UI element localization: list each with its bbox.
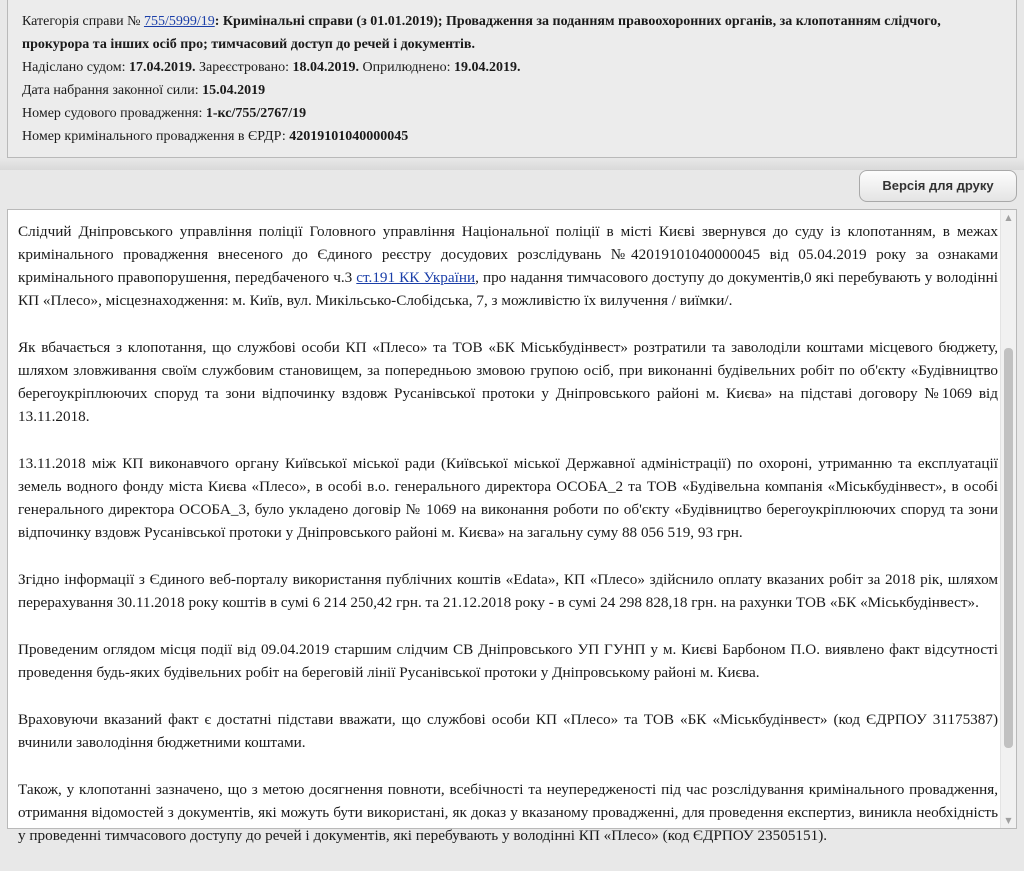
paragraph-3: 13.11.2018 між КП виконавчого органу Київської міської ради (Київської міської Державної адміністрації) по охороні, утриманню та експлуатації земель водного фонду міста Києва «Плесо», в особі в.о. генерального директора ОСОБА_2 та ТОВ «Будівельна компанія «Міськбудінвест», в особі генерального директора ОСОБА_3, було укладено договір № 1069 на виконання роботи по об'єкту «Будівництво берегоукріплюючих споруд та зони відпочинку вздовж Русанівської протоки у Дніпровського районі м. Києва» на загальну суму 88 056 519, 93 грн.: [18, 455, 998, 541]
scrollbar-thumb[interactable]: [1004, 348, 1013, 748]
divider-strip: [0, 158, 1024, 170]
published-date: 19.04.2019.: [454, 60, 521, 75]
vertical-scrollbar[interactable]: [1000, 210, 1016, 828]
registered-date: 18.04.2019.: [292, 60, 359, 75]
print-version-button[interactable]: Версія для друку: [859, 170, 1017, 202]
proceeding-label: Номер судового провадження:: [22, 106, 203, 121]
case-category-line-2: [22, 33, 1004, 56]
case-info-panel: [7, 0, 1017, 158]
paragraph-4: Згідно інформації з Єдиного веб-порталу використання публічних коштів «Edata», КП «Плесо» здійснило оплату вказаних робіт за 2018 рік, шляхом перерахування 30.11.2018 року коштів в сумі 6 214 250,42 грн. та 21.12.2018 року - в сумі 24 298 828,18 грн. на рахунки ТОВ «БК «Міськбудінвест».: [18, 571, 998, 611]
article-191-link[interactable]: ст.191 КК України: [356, 269, 476, 286]
paragraph-5: Проведеним оглядом місця події від 09.04.2019 старшим слідчим СВ Дніпровського УП ГУНП у м. Києві Барбоном П.О. виявлено факт відсутності проведення будь-яких будівельних робіт на береговій лінії Русанівської протоки у Дніпровському районі м. Києва.: [18, 641, 998, 681]
paragraph-1: [18, 220, 998, 312]
effective-date-line: [22, 79, 1004, 102]
category-text-2: прокурора та інших осіб про; тимчасовий доступ до речей і документів.: [22, 37, 475, 52]
erdr-label: Номер кримінального провадження в ЄРДР:: [22, 129, 286, 144]
paragraph-1-text-a: Слідчий Дніпровського управління поліції Головного управління Національної поліції в місті Києві звернувся до суду із клопотанням, в межах кримінального провадження внесеного до Єдиного реєстру досудових розслідувань №42019101040000045 від 05.04.2019 року за ознаками кримінального правопорушення, передбаченого ч.3: [18, 223, 998, 286]
effective-label: Дата набрання законної сили:: [22, 83, 199, 98]
document-text-frame[interactable]: [7, 209, 1017, 844]
registered-label: Зареєстровано:: [199, 60, 289, 75]
category-label: Категорія справи №: [22, 14, 141, 29]
paragraph-1-text-b: , про надання тимчасового доступу до документів,0 які перебувають у володінні КП «Плесо», місцезнаходження: м. Київ, вул. Микільсько-Слобідська, 7, з можливістю їх вилучення / виїмки/.: [18, 269, 998, 309]
case-category-line: [22, 10, 1004, 33]
effective-date: 15.04.2019: [202, 83, 266, 98]
erdr-line: [22, 125, 1004, 148]
category-text: : Кримінальні справи (з 01.01.2019); Провадження за поданням правоохоронних органів, за клопотанням слідчого,: [214, 14, 941, 29]
scroll-up-arrow-icon[interactable]: ▲: [1005, 213, 1012, 222]
published-label: Оприлюднено:: [362, 60, 451, 75]
proceeding-line: [22, 102, 1004, 125]
sent-date: 17.04.2019.: [129, 60, 196, 75]
paragraph-7: Також, у клопотанні зазначено, що з метою досягнення повноти, всебічності та неупередженості під час розслідування кримінального провадження, отримання відомостей з документів, які можуть бути використані, як доказ у вказаному провадженні, для проведення експертиз, виникла необхідність у проведенні тимчасового доступу до речей і документів, які перебувають у володінні КП «Плесо» (код ЄДРПОУ 23505151).: [18, 781, 998, 844]
case-number-link[interactable]: 755/5999/19: [143, 14, 215, 29]
sent-label: Надіслано судом:: [22, 60, 126, 75]
dates-line: [22, 56, 1004, 79]
document-body: [18, 220, 998, 871]
paragraph-2: Як вбачається з клопотання, що службові особи КП «Плесо» та ТОВ «БК Міськбудінвест» розтратили та заволоділи коштами місцевого бюджету, шляхом зловживання своїм службовим становищем, за попередньою змовою групою осіб, при виконанні будівельних робіт по об'єкту «Будівництво берегоукріплюючих споруд та зони відпочинку вздовж Русанівської протоки у Дніпровського районі м. Києва» на підставі договору №1069 від 13.11.2018.: [18, 339, 998, 425]
scroll-down-arrow-icon[interactable]: ▼: [1005, 816, 1012, 825]
proceeding-number: 1-кс/755/2767/19: [205, 106, 307, 121]
erdr-number: 42019101040000045: [289, 129, 409, 144]
paragraph-6: Враховуючи вказаний факт є достатні підстави вважати, що службові особи КП «Плесо» та ТОВ «БК «Міськбудінвест» (код ЄДРПОУ 31175387) вчинили заволодіння бюджетними коштами.: [18, 711, 998, 751]
